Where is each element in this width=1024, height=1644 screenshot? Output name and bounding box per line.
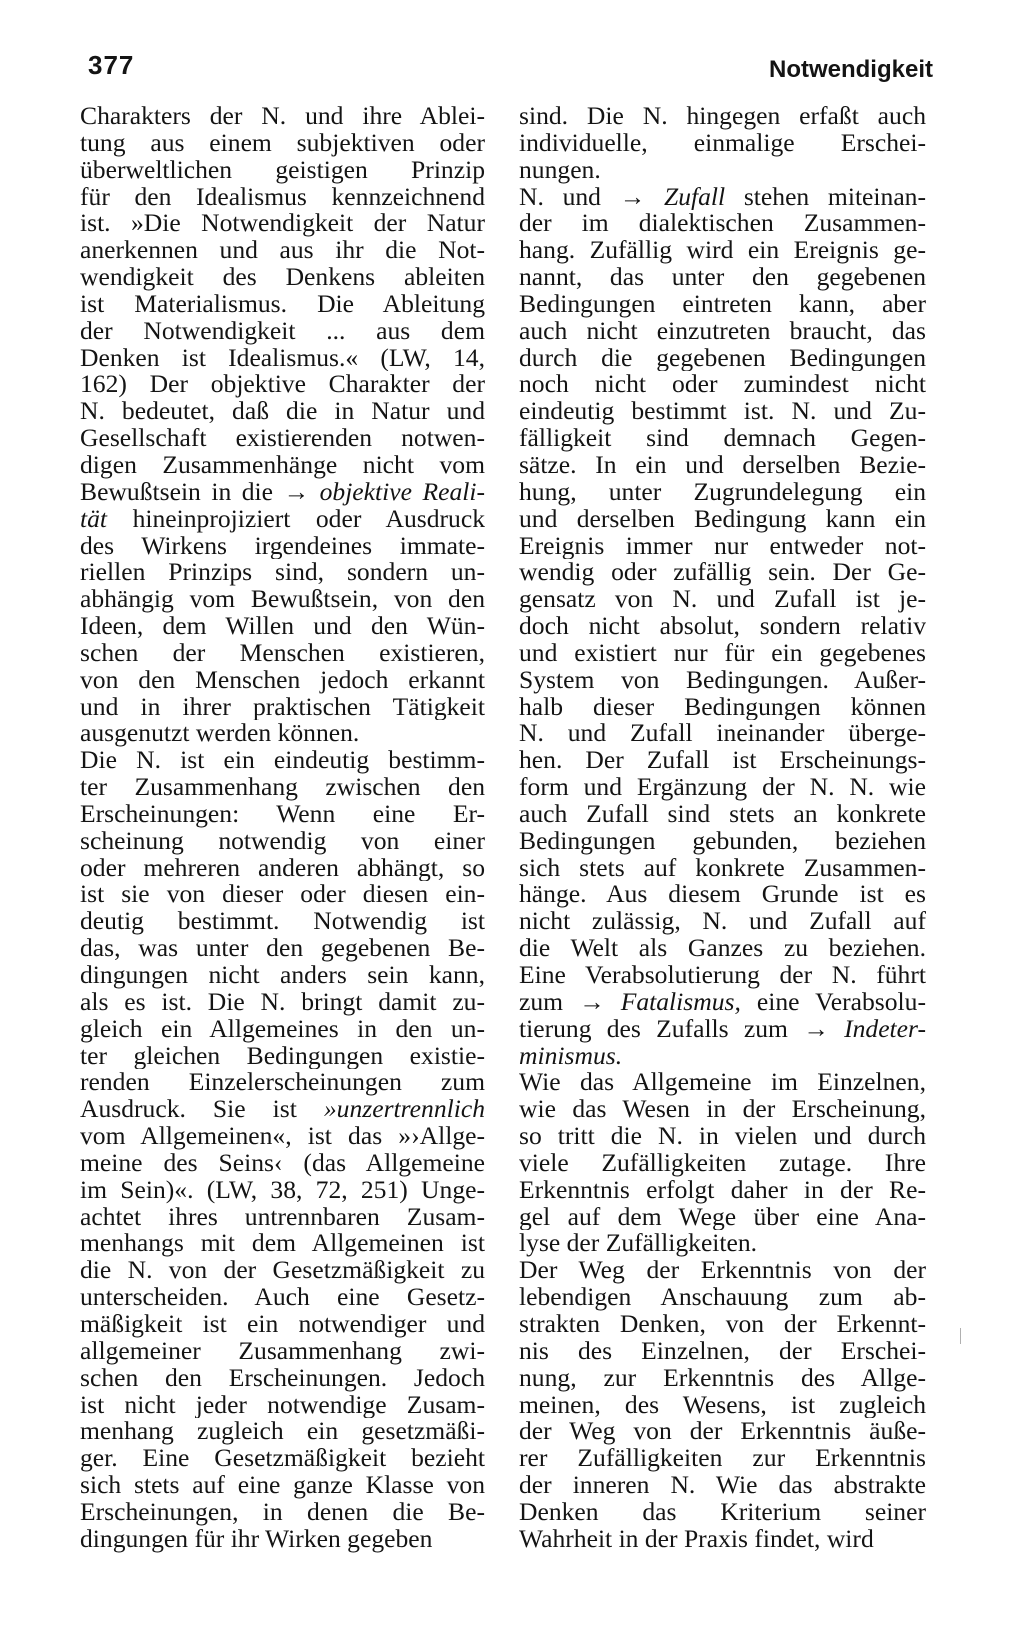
text-line: wendig oder zufällig sein. Der Ge- [519, 559, 926, 587]
running-head: Notwendigkeit [768, 56, 933, 83]
text-line: tung aus einem subjektiven oder [80, 129, 485, 157]
text-line: ter Zusammenhang zwischen den [80, 774, 485, 801]
right-column [519, 103, 926, 1553]
text-line: individuelle, einmalige Erschei- [519, 129, 926, 157]
text-line: und derselben Bedingung kann ein [519, 505, 926, 533]
text-line: so tritt die N. in vielen und durch [519, 1123, 926, 1150]
text-line: rer Zufälligkeiten zur Erkenntnis [519, 1445, 926, 1473]
text-line: Ausdruck. Sie ist »unzertrennlich [80, 1096, 485, 1124]
text-line: der Weg von der Erkenntnis äuße- [519, 1418, 926, 1446]
text-line: hang. Zufällig wird ein Ereignis ge- [519, 237, 926, 265]
text-line: des Wirkens irgendeines immate- [80, 532, 485, 560]
text-line: Denken ist Idealismus.« (LW, 14, [80, 344, 485, 372]
text-line: hänge. Aus diesem Grunde ist es [519, 881, 926, 909]
text-line: der Notwendigkeit ... aus dem [80, 317, 485, 345]
text-line: abhängig vom Bewußtsein, von den [80, 586, 485, 614]
text-line: schen den Erscheinungen. Jedoch [80, 1364, 485, 1392]
text-line: tierung des Zufalls zum → Indeter- [519, 1015, 926, 1043]
text-line: gensatz von N. und Zufall ist je- [519, 586, 926, 614]
text-line: Wie das Allgemeine im Einzelnen, [519, 1069, 926, 1097]
text-line: noch nicht oder zumindest nicht [519, 371, 926, 399]
text-line: menhang zugleich ein gesetzmäßi- [80, 1418, 485, 1446]
text-line: die N. von der Gesetzmäßigkeit zu [80, 1257, 485, 1285]
text-line: nungen. [519, 156, 601, 184]
text-line: System von Bedingungen. Außer- [519, 666, 926, 694]
text-line: ausgenutzt werden können. [80, 720, 360, 748]
margin-mark [960, 1328, 961, 1344]
text-line: ist Materialismus. Die Ableitung [80, 290, 485, 318]
cross-reference: »unzertrennlich [323, 1096, 485, 1124]
text-line: und existiert nur für ein gegebenes [519, 639, 926, 667]
text-line: lebendigen Anschauung zum ab- [519, 1284, 926, 1311]
text-line: ist. »Die Notwendigkeit der Natur [80, 210, 485, 238]
text-line: achtet ihres untrennbaren Zusam- [80, 1203, 485, 1231]
text-line: nung, zur Erkenntnis des Allge- [519, 1364, 926, 1392]
text-line: Die N. ist ein eindeutig bestimm- [80, 747, 485, 775]
text-line: dingungen für ihr Wirken gegeben [80, 1525, 433, 1553]
cross-reference: minismus. [519, 1042, 623, 1070]
left-column [80, 103, 485, 1553]
cross-reference: Fatalismus, [620, 988, 741, 1016]
text-line: nicht zulässig, N. und Zufall auf [519, 908, 926, 936]
text-line: der inneren N. Wie das abstrakte [519, 1472, 926, 1499]
text-line: hung, unter Zugrundelegung ein [519, 478, 926, 506]
text-line: als es ist. Die N. bringt damit zu- [80, 988, 485, 1016]
text-line: zum → Fatalismus, eine Verabsolu- [519, 988, 926, 1016]
text-line: menhangs mit dem Allgemeinen ist [80, 1230, 485, 1258]
text-line: ist nicht jeder notwendige Zusam- [80, 1391, 485, 1419]
text-line: Charakters der N. und ihre Ablei- [80, 103, 485, 130]
cross-reference: Indeter- [844, 1015, 926, 1043]
text-line: N. und → Zufall stehen miteinan- [519, 183, 926, 211]
text-line: Erscheinungen: Wenn eine Er- [80, 800, 485, 828]
text-line: Erkenntnis erfolgt daher in der Re- [519, 1176, 926, 1204]
text-line: Ereignis immer nur entweder not- [519, 532, 926, 560]
page-header [0, 0, 1024, 100]
text-line: gleich ein Allgemeines in den un- [80, 1015, 485, 1043]
text-line: meinen, des Wesens, ist zugleich [519, 1391, 926, 1419]
text-line: schen der Menschen existieren, [80, 639, 485, 667]
text-line: der im dialektischen Zusammen- [519, 210, 926, 238]
text-line: Bewußtsein in die → objektive Reali- [80, 478, 485, 506]
text-line: doch nicht absolut, sondern relativ [519, 613, 926, 640]
text-line: Eine Verabsolutierung der N. führt [519, 962, 926, 989]
text-line: eindeutig bestimmt ist. N. und Zu- [519, 398, 926, 426]
text-line: wendigkeit des Denkens ableiten [80, 264, 485, 291]
text-line: die Welt als Ganzes zu beziehen. [519, 935, 926, 962]
text-line: fälligkeit sind demnach Gegen- [519, 425, 926, 452]
text-line: halb dieser Bedingungen können [519, 693, 926, 721]
cross-reference: Zufall [663, 183, 726, 211]
text-line [519, 1043, 926, 1070]
text-line: Bedingungen gebunden, beziehen [519, 827, 926, 855]
text-line: ter gleichen Bedingungen existie- [80, 1042, 485, 1070]
text-line: Wahrheit in der Praxis findet, wird [519, 1525, 874, 1553]
text-line: nannt, das unter den gegebenen [519, 264, 926, 291]
text-line: und in ihrer praktischen Tätigkeit [80, 693, 485, 721]
text-line: N. bedeutet, daß die in Natur und [80, 398, 485, 426]
text-line: renden Einzelerscheinungen zum [80, 1069, 485, 1097]
text-line: ger. Eine Gesetzmäßigkeit bezieht [80, 1445, 485, 1473]
text-line: für den Idealismus kennzeichnend [80, 183, 485, 211]
text-line: ist sie von dieser oder diesen ein- [80, 881, 485, 909]
text-line: mäßigkeit ist ein notwendiger und [80, 1310, 485, 1338]
text-line: vom Allgemeinen«, ist das »›Allge- [80, 1123, 485, 1150]
text-line: von den Menschen jedoch erkannt [80, 666, 485, 694]
text-line: tät hineinprojiziert oder Ausdruck [80, 505, 485, 533]
text-line: wie das Wesen in der Erscheinung, [519, 1096, 926, 1124]
text-line: sich stets auf konkrete Zusammen- [519, 854, 926, 882]
text-line: sätze. In ein und derselben Bezie- [519, 451, 926, 479]
cross-reference: tät [80, 505, 108, 533]
text-line: Denken das Kriterium seiner [519, 1498, 926, 1526]
text-line: form und Ergänzung der N. N. wie [519, 774, 926, 801]
text-line: sich stets auf eine ganze Klasse von [80, 1472, 485, 1499]
text-line: das, was unter den gegebenen Be- [80, 935, 485, 962]
page-number: 377 [88, 50, 135, 80]
text-line: sind. Die N. hingegen erfaßt auch [519, 103, 926, 130]
text-line: N. und Zufall ineinander überge- [519, 720, 926, 748]
text-line: strakten Denken, von der Erkennt- [519, 1310, 926, 1338]
text-line: viele Zufälligkeiten zutage. Ihre [519, 1149, 926, 1177]
text-line: oder mehreren anderen abhängt, so [80, 854, 485, 882]
text-line: unterscheiden. Auch eine Gesetz- [80, 1284, 485, 1311]
text-line: riellen Prinzips sind, sondern un- [80, 559, 485, 587]
cross-reference: objektive Reali- [319, 478, 485, 506]
text-line: allgemeiner Zusammenhang zwi- [80, 1337, 485, 1365]
text-line: überweltlichen geistigen Prinzip [80, 156, 485, 184]
text-line: lyse der Zufälligkeiten. [519, 1230, 758, 1258]
text-line: nis des Einzelnen, der Erschei- [519, 1337, 926, 1365]
text-line: Gesellschaft existierenden notwen- [80, 425, 485, 452]
text-line: Erscheinungen, in denen die Be- [80, 1498, 485, 1526]
text-line: dingungen nicht anders sein kann, [80, 962, 485, 989]
text-line: digen Zusammenhänge nicht vom [80, 451, 485, 479]
text-line: im Sein)«. (LW, 38, 72, 251) Unge- [80, 1176, 485, 1204]
text-line: 162) Der objektive Charakter der [80, 371, 485, 399]
text-line: anerkennen und aus ihr die Not- [80, 237, 485, 265]
text-line: Ideen, dem Willen und den Wün- [80, 613, 485, 640]
text-line: auch Zufall sind stets an konkrete [519, 800, 926, 828]
text-line: auch nicht einzutreten braucht, das [519, 317, 926, 345]
text-line: deutig bestimmt. Notwendig ist [80, 908, 485, 936]
text-line: durch die gegebenen Bedingungen [519, 344, 926, 372]
text-line: scheinung notwendig von einer [80, 827, 485, 855]
text-line: meine des Seins‹ (das Allgemeine [80, 1149, 485, 1177]
text-line: Der Weg der Erkenntnis von der [519, 1257, 926, 1285]
text-line: gel auf dem Wege über eine Ana- [519, 1203, 926, 1231]
text-line: hen. Der Zufall ist Erscheinungs- [519, 747, 926, 775]
text-line: Bedingungen eintreten kann, aber [519, 290, 926, 318]
